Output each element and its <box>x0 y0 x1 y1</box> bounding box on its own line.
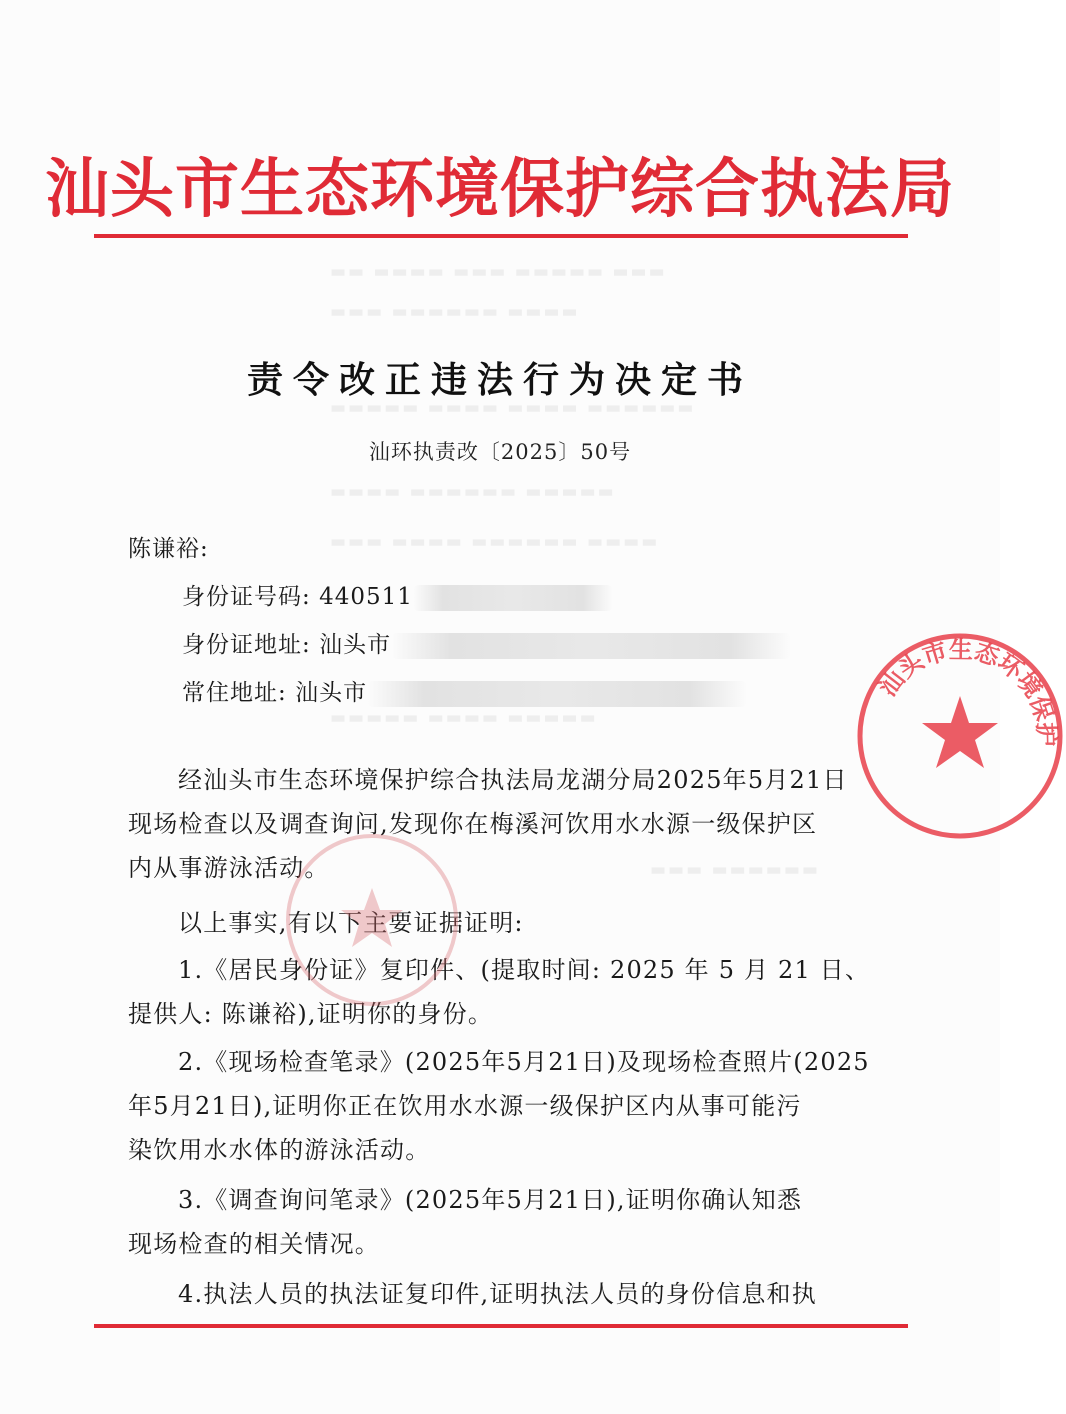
evidence-line: 3.《调查询问笔录》(2025年5月21日),证明你确认知悉 <box>178 1186 803 1214</box>
show-through: ▬▬▬▬▬ ▬▬▬▬ ▬▬▬▬ ▬▬▬▬▬▬ <box>330 398 696 418</box>
id-address-label: 身份证地址: <box>182 632 311 658</box>
show-through: ▬▬ ▬▬▬▬ ▬▬▬ ▬▬▬▬▬ ▬▬▬ <box>330 262 667 282</box>
show-through: ▬▬▬▬▬ ▬▬▬▬ ▬▬▬▬▬ <box>330 708 598 728</box>
paragraph-line: 现场检查以及调查询问,发现你在梅溪河饮用水水源一级保护区 <box>128 810 818 838</box>
footer-rule <box>94 1324 908 1328</box>
redaction-mask <box>391 633 791 659</box>
redaction-mask <box>413 585 613 611</box>
evidence-line: 2.《现场检查笔录》(2025年5月21日)及现场检查照片(2025 <box>178 1048 870 1076</box>
redaction-mask <box>367 681 747 707</box>
paragraph-line: 以上事实,有以下主要证据证明: <box>178 909 524 937</box>
show-through: ▬▬▬▬ ▬▬▬▬▬▬ ▬▬▬▬▬ <box>330 482 616 502</box>
paragraph-line: 经汕头市生态环境保护综合执法局龙湖分局2025年5月21日 <box>178 766 848 794</box>
id-address-row <box>182 626 791 659</box>
recipient-name: 陈谦裕: <box>128 536 209 562</box>
show-through: ▬▬▬ ▬▬▬▬▬▬ ▬▬▬▬ <box>330 302 580 322</box>
evidence-line: 提供人: 陈谦裕),证明你的身份。 <box>128 1000 494 1028</box>
residence-row <box>182 674 747 707</box>
id-number-label: 身份证号码: <box>182 584 311 610</box>
agency-header: 汕头市生态环境保护综合执法局 <box>45 153 955 227</box>
evidence-line: 年5月21日),证明你正在饮用水水源一级保护区内从事可能污 <box>128 1092 802 1120</box>
id-number-value: 440511 <box>319 584 413 610</box>
evidence-line: 4.执法人员的执法证复印件,证明执法人员的身份信息和执 <box>178 1280 817 1308</box>
faint-seal-icon <box>282 830 462 1010</box>
id-number-row <box>182 578 613 611</box>
seal-text: 汕头市生态环境保护 <box>873 635 1061 747</box>
evidence-line: 1.《居民身份证》复印件、(提取时间: 2025 年 5 月 21 日、 <box>178 956 871 984</box>
residence-label: 常住地址: <box>182 680 287 706</box>
residence-value: 汕头市 <box>295 680 368 706</box>
header-rule <box>94 234 908 238</box>
show-through: ▬▬▬ ▬▬▬▬ ▬▬▬▬▬▬ ▬▬▬▬ <box>330 532 660 552</box>
evidence-line: 染饮用水水体的游泳活动。 <box>128 1136 431 1164</box>
id-address-value: 汕头市 <box>319 632 392 658</box>
evidence-line: 现场检查的相关情况。 <box>128 1230 380 1258</box>
document-title: 责令改正违法行为决定书 <box>246 359 753 401</box>
official-seal-icon <box>854 630 1066 842</box>
show-through: ▬▬▬ ▬▬▬▬▬▬ <box>650 860 820 880</box>
paragraph-line: 内从事游泳活动。 <box>128 854 330 882</box>
document-number: 汕环执责改〔2025〕50号 <box>368 440 632 464</box>
